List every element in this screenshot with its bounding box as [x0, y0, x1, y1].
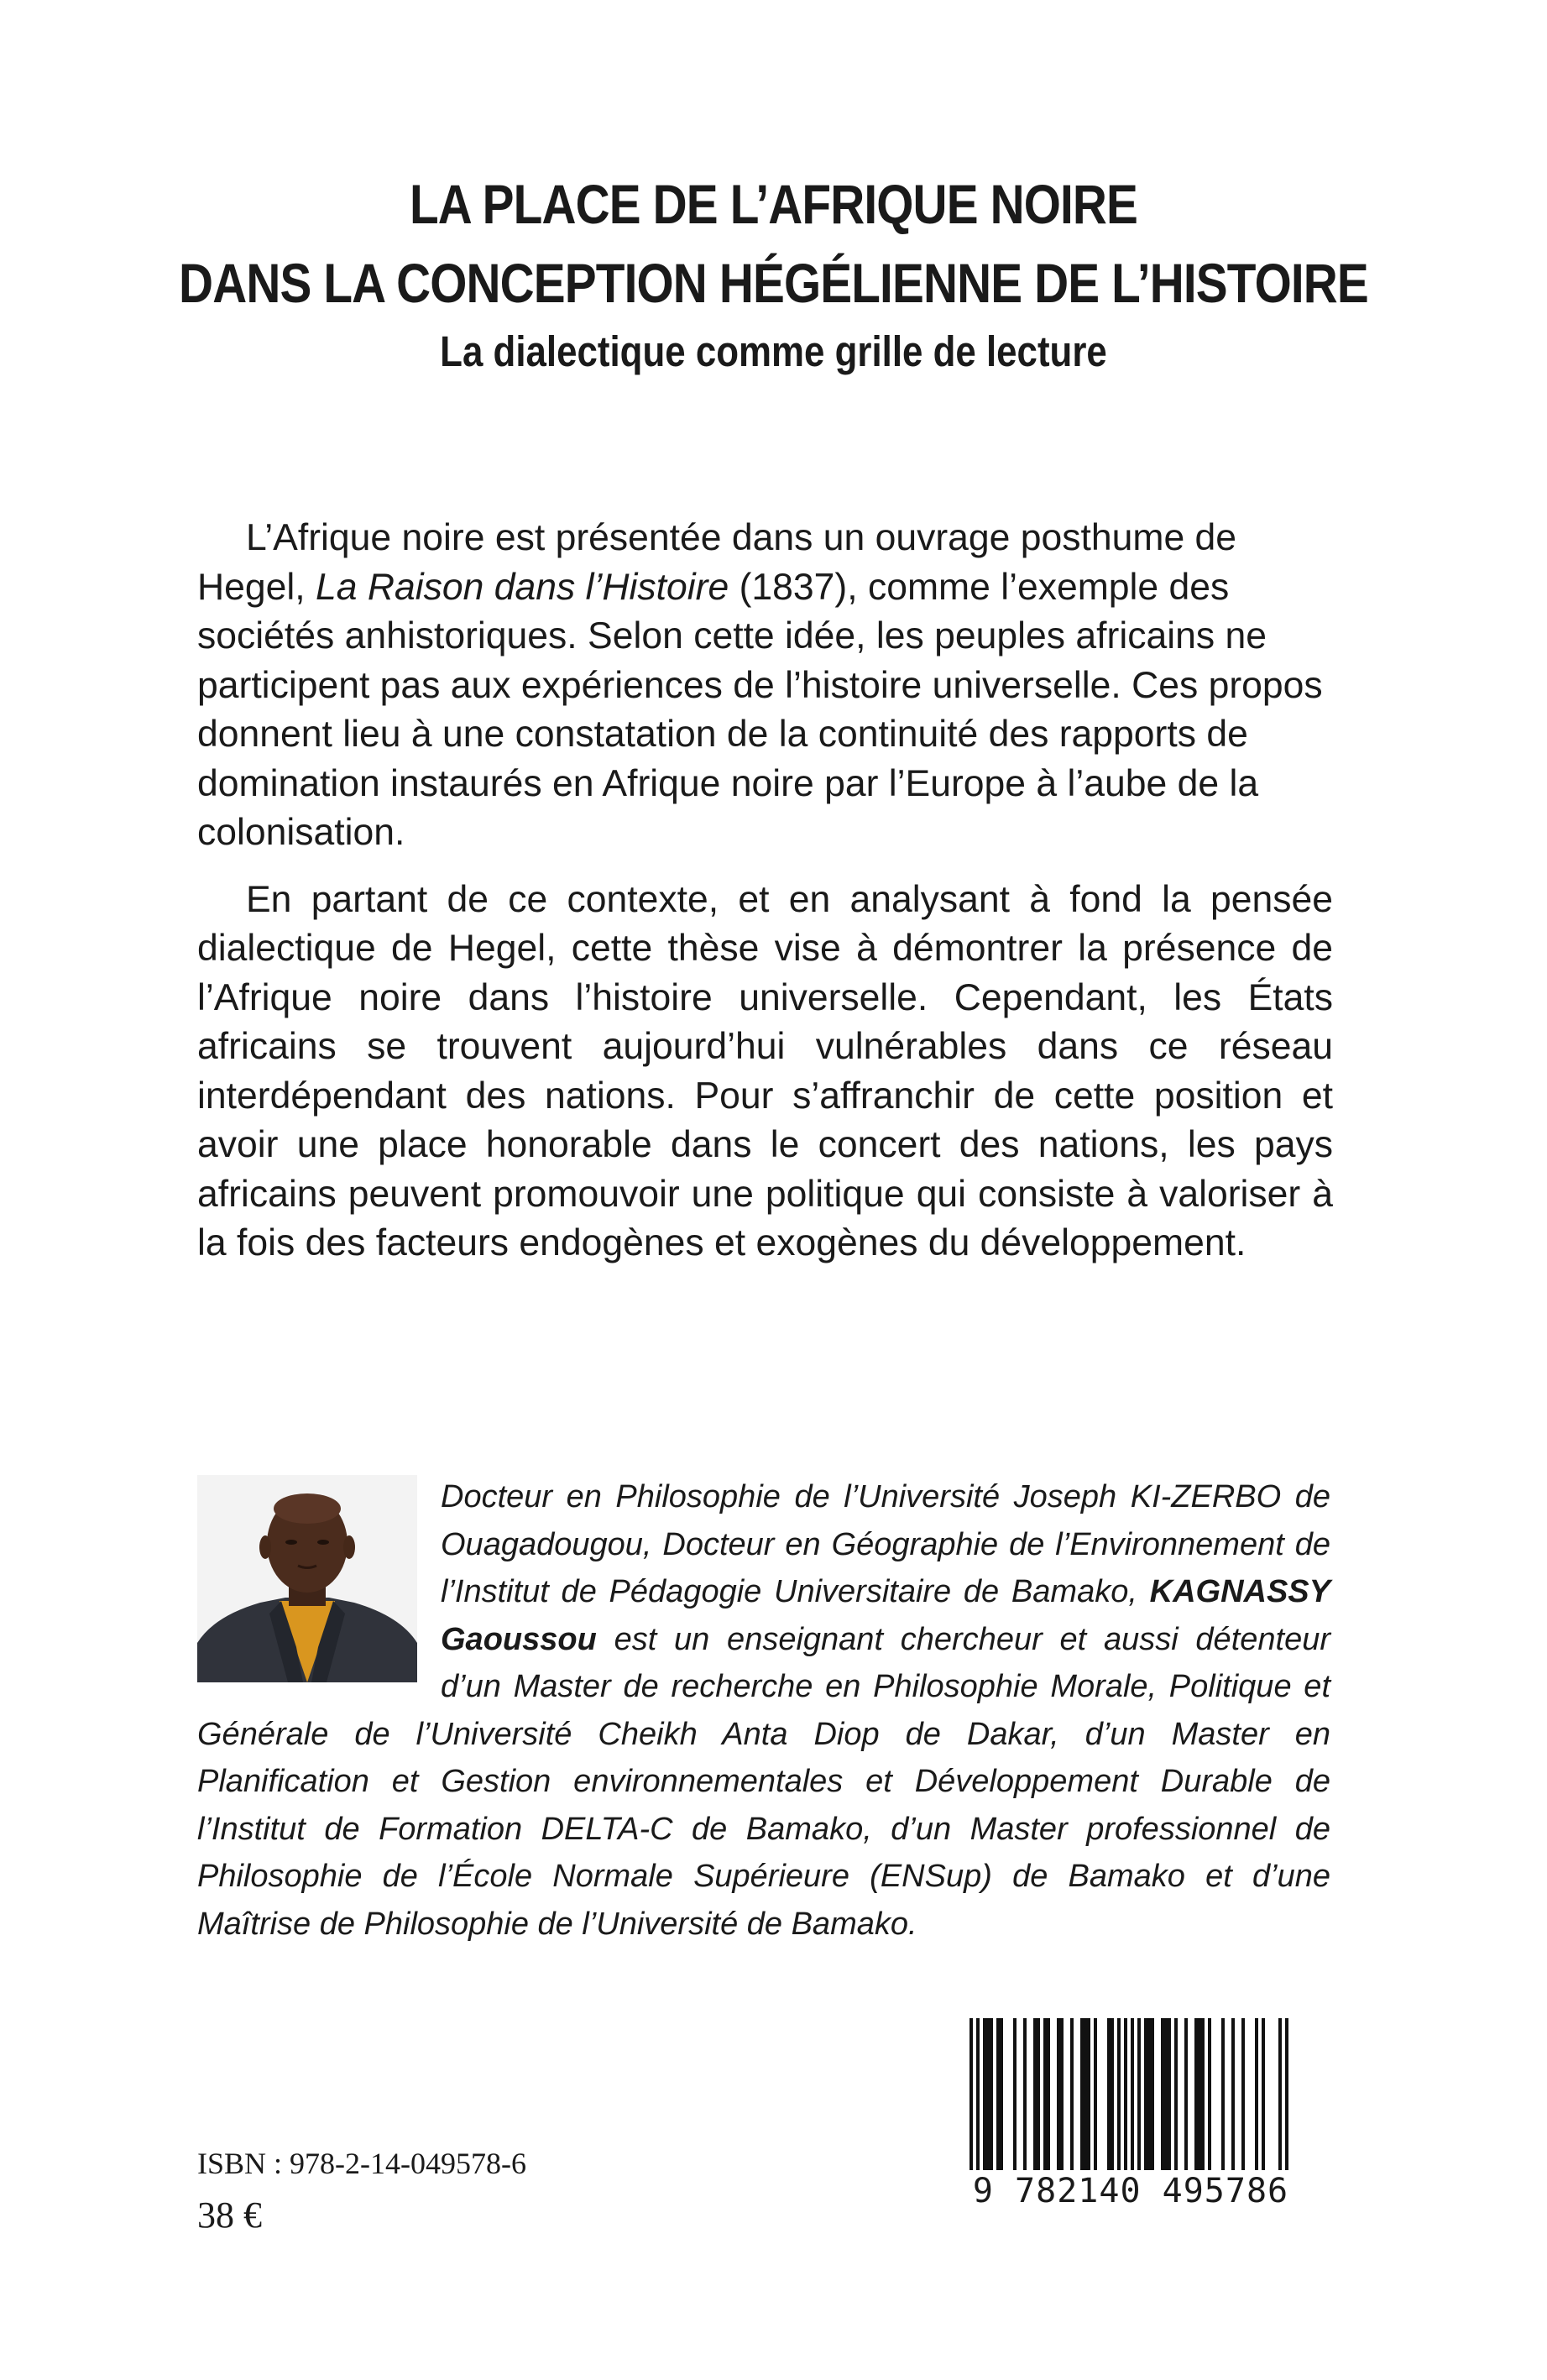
barcode-bar — [1221, 2018, 1225, 2190]
author-section — [197, 1473, 1330, 1948]
barcode-bar — [996, 2018, 1000, 2190]
barcode-bar — [1037, 2018, 1040, 2190]
barcode-bar — [1070, 2018, 1074, 2190]
barcode-bar — [1047, 2018, 1050, 2190]
barcode-bar — [1194, 2018, 1198, 2190]
barcode-bar — [1131, 2018, 1134, 2190]
barcode-bar — [1285, 2018, 1288, 2190]
barcode-bar — [1147, 2018, 1151, 2190]
title-block — [0, 165, 1547, 381]
price: 38 € — [197, 2194, 262, 2236]
synopsis-paragraph-1 — [197, 514, 1333, 858]
title-line-1: LA PLACE DE L’AFRIQUE NOIRE — [409, 173, 1138, 235]
barcode-bar — [969, 2018, 973, 2190]
synopsis-paragraph-2: En partant de ce contexte, et en analysant à fond la pensée dialectique de Hegel, cette thèse vise à démontrer la présence de l’Afrique noire dans l’histoire universelle. Cependant, les États africains se trouvent aujourd’hui vulnérables dans ce réseau interdépendant des nations. Pour s’affranchir de cette position et avoir une place honorable dans le concert des nations, les pays africains peuvent promouvoir une politique qui consiste à valoriser à la fois des facteurs endogènes et exogènes du développement. — [197, 878, 1333, 1263]
barcode-bar — [990, 2018, 993, 2190]
barcode-bar — [1000, 2018, 1003, 2190]
barcode-bar — [1262, 2018, 1265, 2190]
barcode-bar — [1198, 2018, 1201, 2190]
barcode-bar — [1124, 2018, 1127, 2190]
barcode-bar — [1087, 2018, 1090, 2190]
barcode-bar — [1094, 2018, 1097, 2190]
barcode-bar — [1107, 2018, 1111, 2190]
barcode-bar — [1023, 2018, 1027, 2190]
barcode-bar — [983, 2018, 986, 2190]
barcode-bar — [1080, 2018, 1084, 2190]
barcode-bar — [1168, 2018, 1171, 2190]
barcode-bar — [1137, 2018, 1141, 2190]
isbn: ISBN : 978-2-14-049578-6 — [197, 2147, 526, 2180]
barcode-bar — [1255, 2018, 1258, 2190]
author-bio-rest: est un enseignant chercheur et aussi détenteur d’un Master de recherche en Philosophie Morale, Politique et Générale de l’Université Cheikh Anta Diop de Dakar, d’un Master en Planification et Gestion environnementales et Développement Durable de l’Institut de Formation DELTA-C de Bamako, d’un Master professionnel de Philosophie de l’École Normale Supérieure (ENSup) de Bamako et d’une Maîtrise de Philosophie de l’Université de Bamako. — [197, 1621, 1330, 1942]
subtitle: La dialectique comme grille de lecture — [440, 327, 1107, 375]
barcode-bar — [1184, 2018, 1188, 2190]
barcode-bar — [1278, 2018, 1282, 2190]
barcode-bar — [1241, 2018, 1245, 2190]
synopsis-p1-rest: (1837), comme l’exemple des sociétés anhistoriques. Selon cette idée, les peuples africains ne participent pas aux expériences de l’histoire universelle. Ces propos donnent lieu à une constatation de la continuité des rapports de domination instaurés en Afrique noire par l’Europe à l’aube de la colonisation. — [197, 566, 1323, 853]
author-bio-start: Docteur en Philosophie de l’Université Joseph KI-ZERBO de Ouagadougou, Docteur en Géographie de l’Environnement de l’Institut de Pédagogie Universitaire de Bamako, — [441, 1479, 1330, 1609]
barcode-bar — [1117, 2018, 1121, 2190]
barcode-bar — [1043, 2018, 1047, 2190]
book-title: La Raison dans l’Histoire — [316, 566, 729, 608]
barcode-digits: 9 782140 495786 — [954, 2170, 1308, 2212]
barcode-bar — [976, 2018, 980, 2190]
author-photo — [197, 1475, 417, 1682]
barcode-bar — [1231, 2018, 1235, 2190]
barcode-bar — [986, 2018, 990, 2190]
barcode-bar — [1151, 2018, 1154, 2190]
barcode-bar — [1013, 2018, 1017, 2190]
barcode-bar — [1174, 2018, 1178, 2190]
barcode-bar — [1111, 2018, 1114, 2190]
barcode-bar — [1161, 2018, 1164, 2190]
barcode-bar — [1060, 2018, 1064, 2190]
synopsis-p1-start: L’Afrique noire est présentée dans un ouvrage posthume de Hegel, — [197, 517, 1237, 608]
barcode-bar — [1057, 2018, 1060, 2190]
barcode-bar — [1208, 2018, 1211, 2190]
barcode-bar — [1201, 2018, 1205, 2190]
synopsis — [197, 514, 1333, 1268]
title-line-2: DANS LA CONCEPTION HÉGÉLIENNE DE L’HISTOIRE — [179, 252, 1368, 314]
barcode-bar — [1084, 2018, 1087, 2190]
author-name: KAGNASSY Gaoussou — [441, 1574, 1330, 1657]
barcode-bar — [1033, 2018, 1037, 2190]
barcode-bar — [1164, 2018, 1168, 2190]
barcode-bar — [1144, 2018, 1147, 2190]
